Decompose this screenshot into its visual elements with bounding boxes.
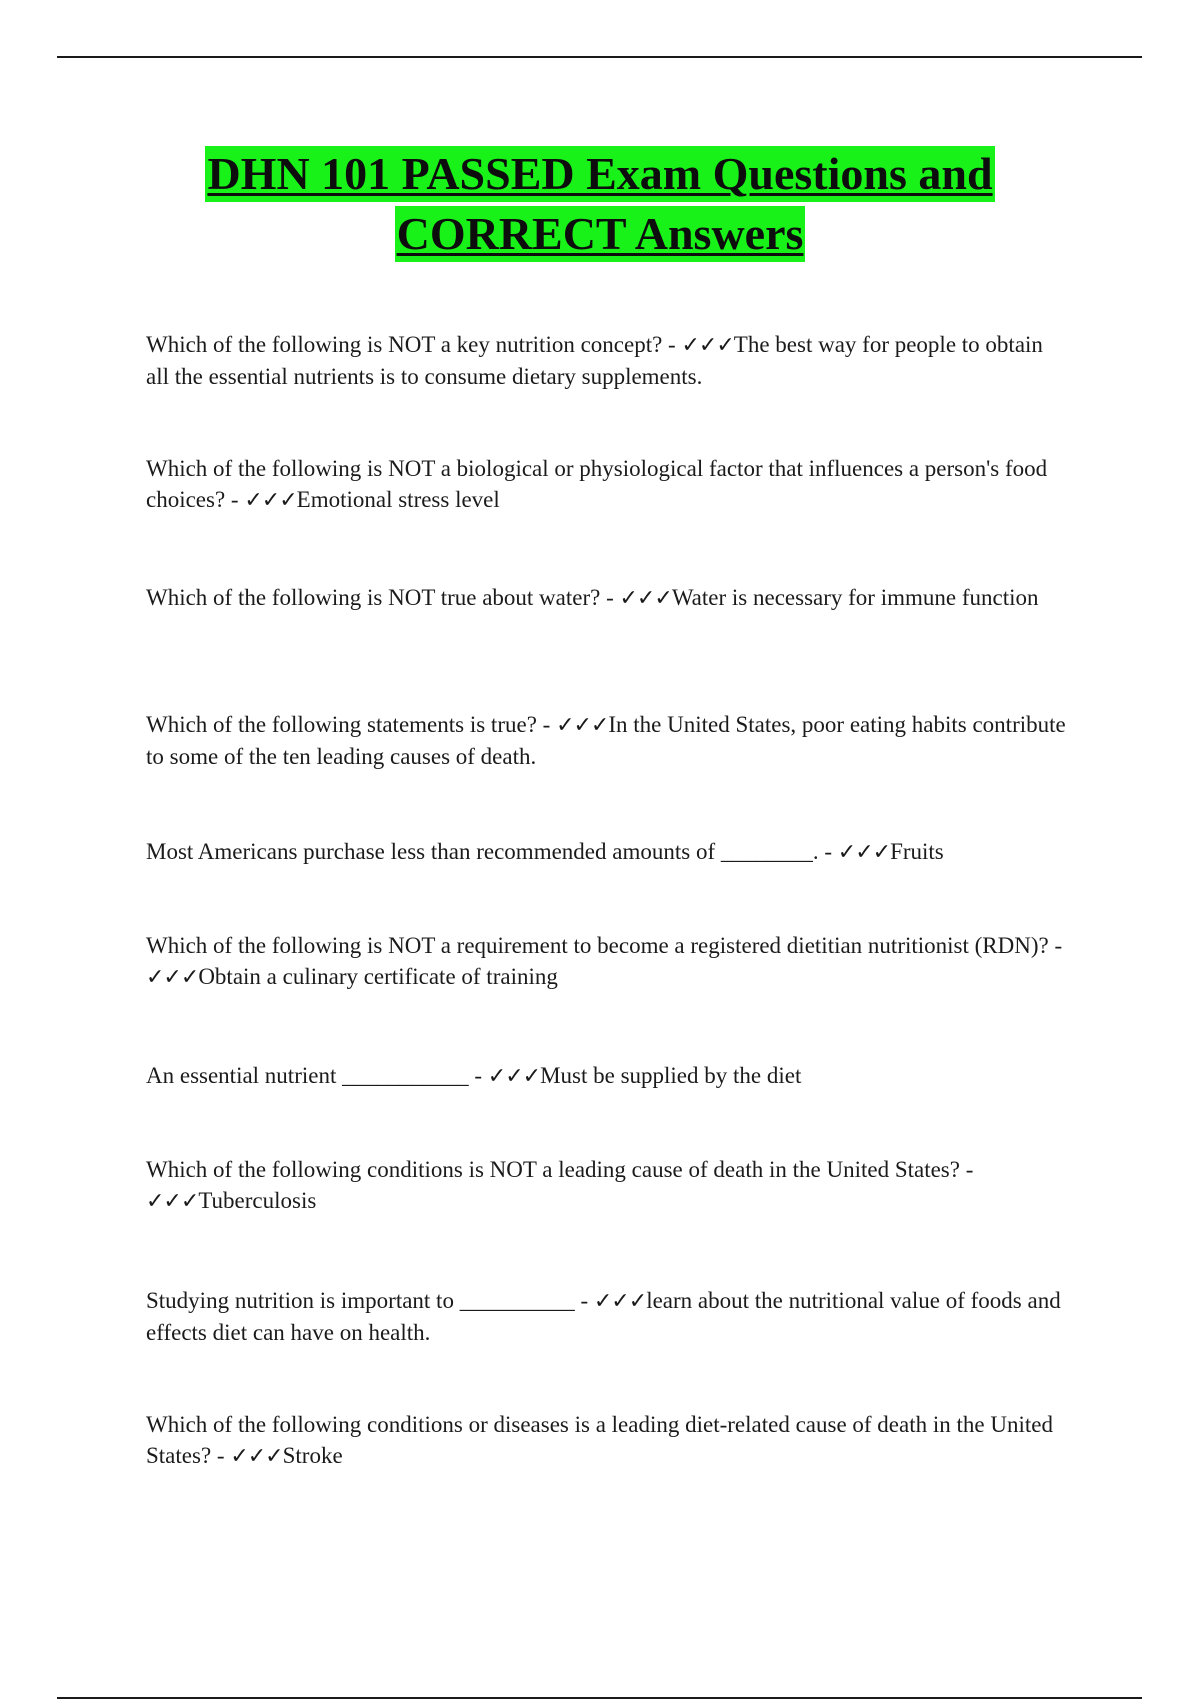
answer-text: Water is necessary for immune function xyxy=(671,585,1039,610)
qa-item xyxy=(146,329,1066,392)
qa-item xyxy=(146,836,1066,868)
checkmark-icon: ✓✓✓ xyxy=(487,1064,541,1089)
answer-text: Must be supplied by the diet xyxy=(540,1063,802,1088)
checkmark-icon: ✓✓✓ xyxy=(593,1289,647,1314)
question-text: Which of the following conditions or diseases is a leading diet-related cause of death in the United States? - xyxy=(146,1412,1053,1468)
checkmark-icon: ✓✓✓ xyxy=(244,488,297,513)
title-line-1: DHN 101 PASSED Exam Questions and xyxy=(205,146,994,202)
checkmark-icon: ✓✓✓ xyxy=(619,586,672,611)
qa-item xyxy=(146,1285,1066,1348)
qa-item xyxy=(146,930,1066,993)
qa-item xyxy=(146,1060,1066,1092)
answer-text: Emotional stress level xyxy=(296,487,500,512)
answer-text: Tuberculosis xyxy=(198,1188,317,1213)
question-text: Which of the following statements is true? - xyxy=(146,712,557,737)
title-line-2: CORRECT Answers xyxy=(395,206,806,262)
checkmark-icon: ✓✓✓ xyxy=(556,713,609,738)
answer-text: The best way for people to obtain all the essential nutrients is to consume dietary supplements. xyxy=(146,332,1043,389)
answer-text: Obtain a culinary certificate of training xyxy=(198,964,558,989)
question-text: Which of the following conditions is NOT a leading cause of death in the United States? - xyxy=(146,1157,974,1182)
answer-text: learn about the nutritional value of foods and effects diet can have on health. xyxy=(146,1288,1061,1345)
question-text: Studying nutrition is important to __________ - xyxy=(146,1288,594,1313)
question-text: An essential nutrient ___________ - xyxy=(146,1063,488,1088)
document-title xyxy=(0,146,1200,262)
answer-text: Stroke xyxy=(282,1443,343,1468)
checkmark-icon: ✓✓✓ xyxy=(230,1444,283,1469)
bottom-rule xyxy=(57,1697,1142,1699)
answer-text: In the United States, poor eating habits contribute to some of the ten leading causes of death. xyxy=(146,712,1066,769)
checkmark-icon: ✓✓✓ xyxy=(837,840,891,865)
qa-item xyxy=(146,453,1066,516)
checkmark-icon: ✓✓✓ xyxy=(146,965,199,990)
checkmark-icon: ✓✓✓ xyxy=(681,333,734,358)
question-text: Which of the following is NOT a requirement to become a registered dietitian nutritionist (RDN)? - xyxy=(146,933,1063,958)
question-text: Most Americans purchase less than recommended amounts of ________. - xyxy=(146,839,838,864)
qa-item xyxy=(146,1154,1066,1217)
checkmark-icon: ✓✓✓ xyxy=(146,1189,199,1214)
question-text: Which of the following is NOT true about water? - xyxy=(146,585,620,610)
answer-text: Fruits xyxy=(890,839,944,864)
qa-item xyxy=(146,709,1066,772)
qa-item xyxy=(146,582,1066,614)
top-rule xyxy=(57,56,1142,58)
question-text: Which of the following is NOT a biological or physiological factor that influences a person's food choices? - xyxy=(146,456,1048,512)
question-text: Which of the following is NOT a key nutrition concept? - xyxy=(146,332,682,357)
qa-item xyxy=(146,1409,1066,1472)
